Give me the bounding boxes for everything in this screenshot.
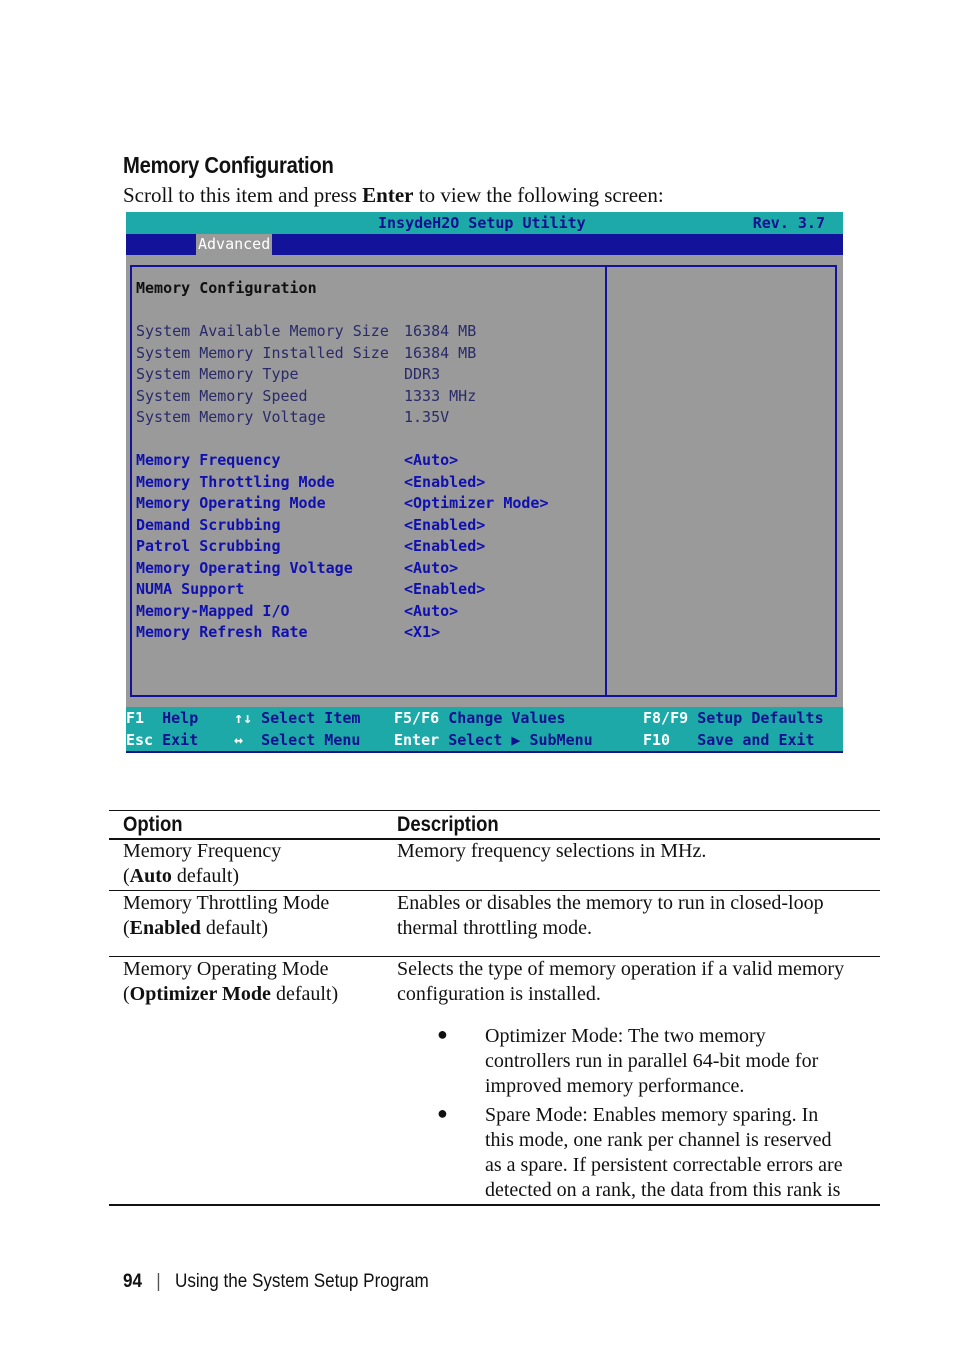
bios-option-operating-voltage[interactable]: Memory Operating Voltage <Auto> (136, 559, 459, 577)
intro-text: Scroll to this item and press Enter to view the following screen: (123, 183, 664, 207)
bios-option-patrol-scrubbing[interactable]: Patrol Scrubbing <Enabled> (136, 537, 486, 555)
column-header-description: Description (397, 813, 499, 836)
bios-revision: Rev. 3.7 (752, 214, 825, 232)
bios-title-bar (126, 212, 843, 234)
bios-screenshot (126, 212, 843, 753)
bios-info-row: System Memory Installed Size 16384 MB (136, 344, 477, 362)
bios-info-row: System Available Memory Size 16384 MB (136, 322, 477, 340)
list-item: detected on a rank, the data from this rank is (485, 1179, 841, 1201)
list-item: as a spare. If persistent correctable errors are (485, 1154, 843, 1176)
option-name: Memory Frequency (123, 840, 282, 862)
page-footer (123, 1271, 429, 1293)
bios-option-throttling-mode[interactable]: Memory Throttling Mode <Enabled> (136, 473, 486, 491)
key-hint-exit: Esc Exit (126, 731, 199, 749)
option-description: thermal throttling mode. (397, 917, 592, 939)
footer-separator: | (156, 1271, 161, 1292)
key-hint-select-menu: ↔ Select Menu (234, 731, 361, 749)
bios-section-title: Memory Configuration (136, 279, 317, 297)
bullet-icon: ● (437, 1024, 448, 1044)
list-item: this mode, one rank per channel is reserved (485, 1129, 832, 1151)
bios-main-panel (130, 265, 837, 697)
bios-info-row: System Memory Voltage 1.35V (136, 408, 450, 426)
bios-tab-advanced[interactable]: Advanced (198, 235, 271, 253)
option-description: configuration is installed. (397, 983, 601, 1005)
option-name: Memory Throttling Mode (123, 892, 330, 914)
key-hint-setup-defaults: F8/F9 Setup Defaults (643, 709, 824, 727)
bios-option-numa-support[interactable]: NUMA Support <Enabled> (136, 580, 486, 598)
option-description: Selects the type of memory operation if a valid memory (397, 958, 845, 980)
list-item: improved memory performance. (485, 1075, 745, 1097)
key-hint-save-exit: F10 Save and Exit (643, 731, 815, 749)
option-description: Memory frequency selections in MHz. (397, 840, 707, 862)
key-hint-help: F1 Help (126, 709, 199, 727)
chapter-title: Using the System Setup Program (174, 1271, 429, 1292)
bios-option-operating-mode[interactable]: Memory Operating Mode <Optimizer Mode> (136, 494, 549, 512)
bios-help-divider (605, 267, 607, 695)
bios-option-demand-scrubbing[interactable]: Demand Scrubbing <Enabled> (136, 516, 486, 534)
option-name: Memory Operating Mode (123, 958, 329, 980)
key-hint-submenu: Enter Select ▶ SubMenu (394, 731, 593, 749)
page-heading: Memory Configuration (123, 152, 334, 178)
key-hint-change-values: F5/F6 Change Values (394, 709, 566, 727)
table-bottom-rule (109, 1204, 880, 1206)
page-number: 94 (123, 1271, 143, 1292)
key-hint-select-item: ↑↓ Select Item (234, 709, 361, 727)
bios-menu-bar (126, 234, 843, 255)
option-default: (Auto default) (123, 865, 240, 887)
list-item: Optimizer Mode: The two memory (485, 1025, 766, 1047)
bios-option-memory-frequency[interactable]: Memory Frequency <Auto> (136, 451, 459, 469)
bios-option-refresh-rate[interactable]: Memory Refresh Rate <X1> (136, 623, 441, 641)
bios-option-memory-mapped-io[interactable]: Memory-Mapped I/O <Auto> (136, 602, 459, 620)
list-item: controllers run in parallel 64-bit mode for (485, 1050, 819, 1072)
list-item: Spare Mode: Enables memory sparing. In (485, 1104, 819, 1126)
enter-key-label: Enter (362, 183, 414, 207)
bios-key-legend (126, 707, 843, 751)
bios-info-row: System Memory Type DDR3 (136, 365, 441, 383)
table-top-rule (109, 810, 880, 811)
bullet-icon: ● (437, 1103, 448, 1123)
column-header-option: Option (123, 813, 183, 836)
option-default: (Enabled default) (123, 917, 269, 939)
bios-info-row: System Memory Speed 1333 MHz (136, 387, 477, 405)
option-description: Enables or disables the memory to run in closed-loop (397, 892, 824, 914)
option-default: (Optimizer Mode default) (123, 983, 339, 1005)
bios-title: InsydeH2O Setup Utility (378, 214, 586, 232)
